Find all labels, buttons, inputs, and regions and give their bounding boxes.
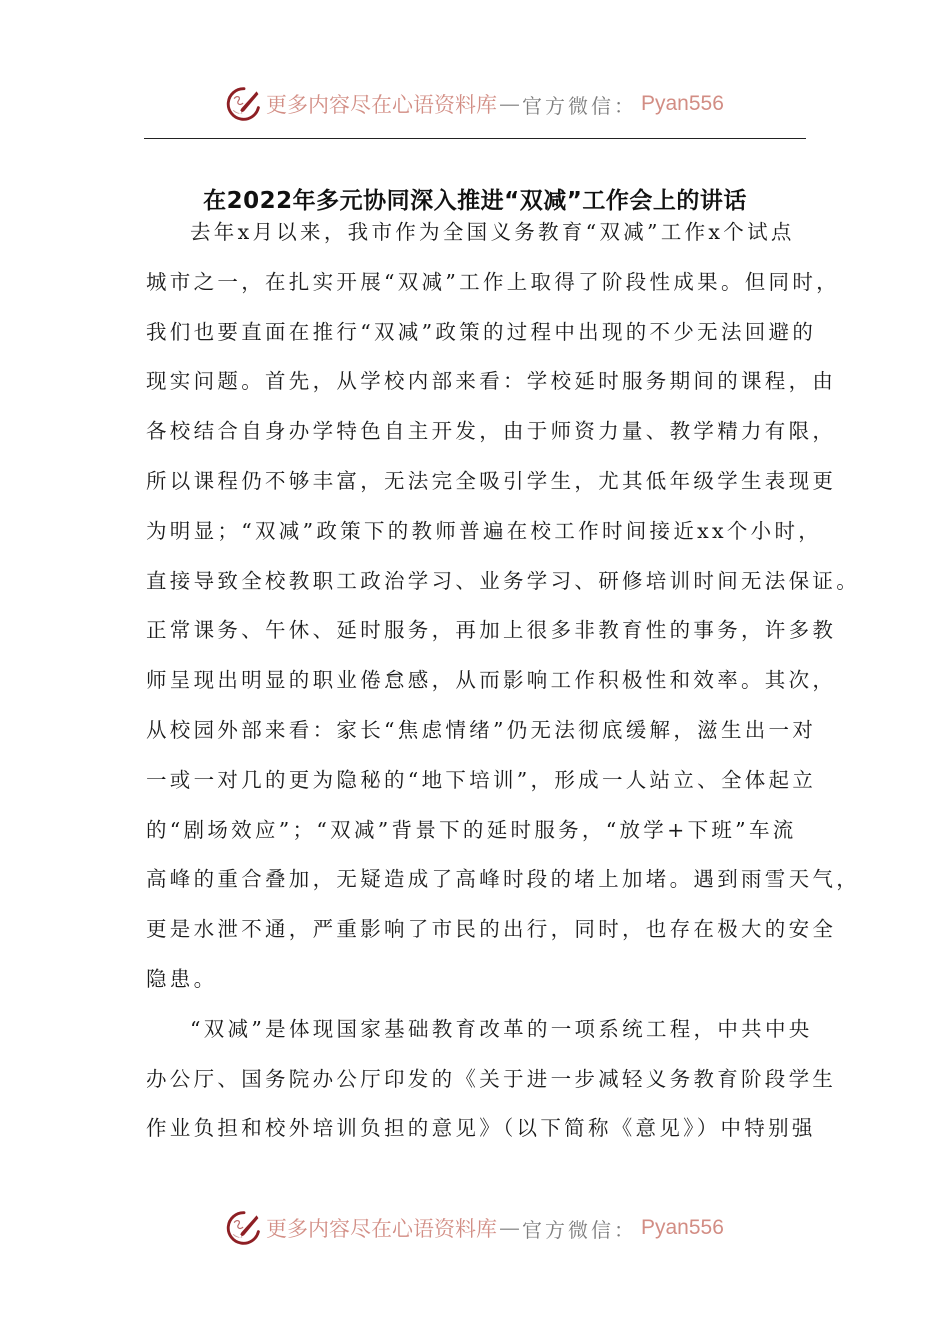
- paragraph-2: [146, 1012, 837, 1161]
- watermark-dash: —: [499, 92, 520, 116]
- watermark-wechat-id: Pyan556: [641, 92, 724, 115]
- text-line: 我们也要直面在推行“双减”政策的过程中出现的不少无法回避的: [146, 319, 817, 344]
- text-line: 去年x月以来，我市作为全国义务教育“双减”工作x个试点: [190, 220, 795, 244]
- text-line: 各校结合自身办学特色自主开发，由于师资力量、教学精力有限，: [146, 419, 837, 444]
- text-line: 高峰的重合叠加，无疑造成了高峰时段的堵上加堵。遇到雨雪天气，: [146, 867, 860, 892]
- text-line: 所以课程仍不够丰富，无法完全吸引学生，尤其低年级学生表现更: [146, 468, 837, 493]
- text-line: 现实问题。首先，从学校内部来看：学校延时服务期间的课程，由: [146, 369, 837, 394]
- document-title: 在2022年多元协同深入推进“双减”工作会上的讲话: [203, 188, 747, 215]
- text-line: 更是水泄不通，严重影响了市民的出行，同时，也存在极大的安全: [146, 917, 837, 942]
- text-line: 隐患。: [146, 966, 218, 991]
- quill-pen-logo-icon: [226, 1210, 262, 1246]
- watermark-dash: —: [499, 1216, 520, 1240]
- watermark-wechat-id: Pyan556: [641, 1216, 724, 1239]
- paragraph-1: [146, 215, 860, 1012]
- text-line: 为明显；“双减”政策下的教师普遍在校工作时间接近xx个小时，: [146, 518, 823, 543]
- text-line: 办公厅、国务院办公厅印发的《关于进一步减轻义务教育阶段学生: [146, 1066, 837, 1091]
- text-line: 作业负担和校外培训负担的意见》（以下简称《意见》）中特别强: [146, 1116, 816, 1141]
- footer-watermark: [226, 1208, 724, 1248]
- text-line: “双减”是体现国家基础教育改革的一项系统工程，中共中央: [190, 1016, 813, 1041]
- header-divider: [144, 138, 806, 139]
- watermark-wechat-label: 官方微信：: [522, 1217, 637, 1242]
- watermark-site-text: 更多内容尽在心语资料库: [266, 93, 497, 117]
- watermark-site-text: 更多内容尽在心语资料库: [266, 1217, 497, 1241]
- header-watermark: [226, 84, 724, 124]
- text-line: 一或一对几的更为隐秘的“地下培训”，形成一人站立、全体起立: [146, 767, 817, 792]
- document-body: [146, 215, 860, 1161]
- quill-pen-logo-icon: [226, 86, 262, 122]
- text-line: 城市之一，在扎实开展“双减”工作上取得了阶段性成果。但同时，: [146, 269, 840, 294]
- watermark-wechat-label: 官方微信：: [522, 93, 637, 118]
- text-line: 的“剧场效应”；“双减”背景下的延时服务，“放学+下班”车流: [146, 817, 797, 842]
- text-line: 直接导致全校教职工政治学习、业务学习、研修培训时间无法保证。: [146, 568, 860, 593]
- text-line: 师呈现出明显的职业倦怠感，从而影响工作积极性和效率。其次，: [146, 668, 837, 693]
- text-line: 正常课务、午休、延时服务，再加上很多非教育性的事务，许多教: [146, 618, 837, 643]
- text-line: 从校园外部来看：家长“焦虑情绪”仍无法彻底缓解，滋生出一对: [146, 717, 817, 742]
